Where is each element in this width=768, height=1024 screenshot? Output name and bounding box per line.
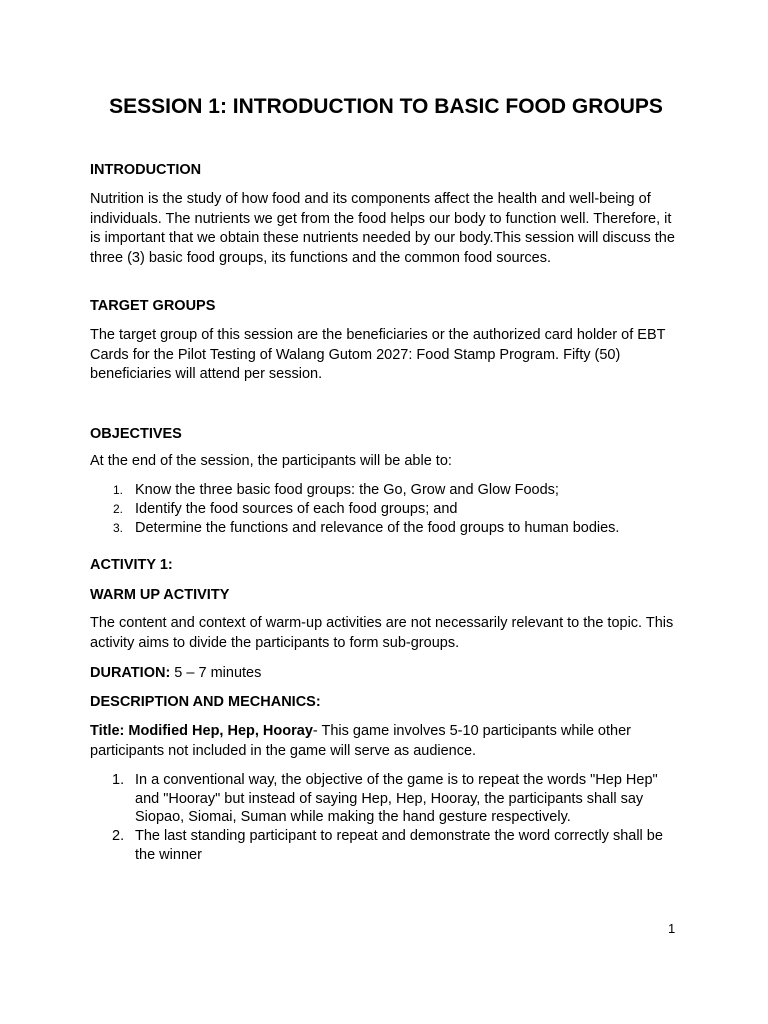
game-title-paragraph bbox=[90, 722, 682, 761]
list-item bbox=[90, 827, 682, 864]
introduction-heading: INTRODUCTION bbox=[90, 162, 202, 178]
objectives-intro: At the end of the session, the participants will be able to: bbox=[90, 453, 452, 469]
page-title: SESSION 1: INTRODUCTION TO BASIC FOOD GROUPS bbox=[109, 95, 663, 118]
list-item-number: 1. bbox=[112, 772, 125, 788]
list-item bbox=[90, 519, 682, 538]
page-number: 1 bbox=[668, 921, 676, 936]
duration-value: 5 – 7 minutes bbox=[170, 665, 262, 681]
game-title-label: Title: Modified Hep, Hep, Hooray bbox=[90, 723, 313, 739]
target-groups-body: The target group of this session are the beneficiaries or the authorized card holder of EBT Cards for the Pilot Testing of Walang Gutom 2027: Food Stamp Program. Fifty (50) beneficiaries will attend per session. bbox=[90, 327, 666, 382]
list-item-number: 2. bbox=[113, 502, 124, 516]
mechanics-list bbox=[90, 771, 682, 865]
description-heading: DESCRIPTION AND MECHANICS: bbox=[90, 694, 321, 710]
list-item-text: Determine the functions and relevance of the food groups to human bodies. bbox=[135, 520, 620, 536]
duration-label: DURATION: bbox=[90, 665, 171, 681]
duration-line bbox=[90, 664, 682, 684]
introduction-body: Nutrition is the study of how food and its components affect the health and well-being of individuals. The nutrients we get from the food helps our body to function well. Therefore, it is important that we obtain these nutrients needed by our body.This session will discuss the three (3) basic food groups, its functions and the common food sources. bbox=[90, 191, 675, 266]
warm-up-body: The content and context of warm-up activities are not necessarily relevant to the topic. This activity aims to divide the participants to form sub-groups. bbox=[90, 615, 674, 651]
list-item-number: 2. bbox=[112, 828, 125, 845]
list-item-text: Know the three basic food groups: the Go, Grow and Glow Foods; bbox=[135, 482, 559, 498]
objectives-list bbox=[90, 481, 682, 538]
warm-up-heading: WARM UP ACTIVITY bbox=[90, 587, 230, 603]
list-item-number: 3. bbox=[113, 521, 124, 535]
target-groups-heading: TARGET GROUPS bbox=[90, 298, 216, 314]
list-item-text: The last standing participant to repeat and demonstrate the word correctly shall be the winner bbox=[135, 828, 663, 863]
game-title-description: - This game involves 5-10 participants while other participants not included in the game will serve as audience. bbox=[90, 723, 631, 759]
activity-heading: ACTIVITY 1: bbox=[90, 557, 173, 573]
list-item-number: 1. bbox=[113, 483, 124, 497]
list-item bbox=[90, 500, 682, 519]
list-item-text: Identify the food sources of each food groups; and bbox=[135, 501, 458, 517]
list-item-text: In a conventional way, the objective of the game is to repeat the words "Hep Hep" and "Hooray" but instead of saying Hep, Hep, Hooray, the participants shall say Siopao, Siomai, Suman while making the hand gesture respectively. bbox=[135, 772, 658, 826]
list-item bbox=[90, 481, 682, 500]
list-item bbox=[90, 771, 682, 827]
objectives-heading: OBJECTIVES bbox=[90, 426, 182, 442]
